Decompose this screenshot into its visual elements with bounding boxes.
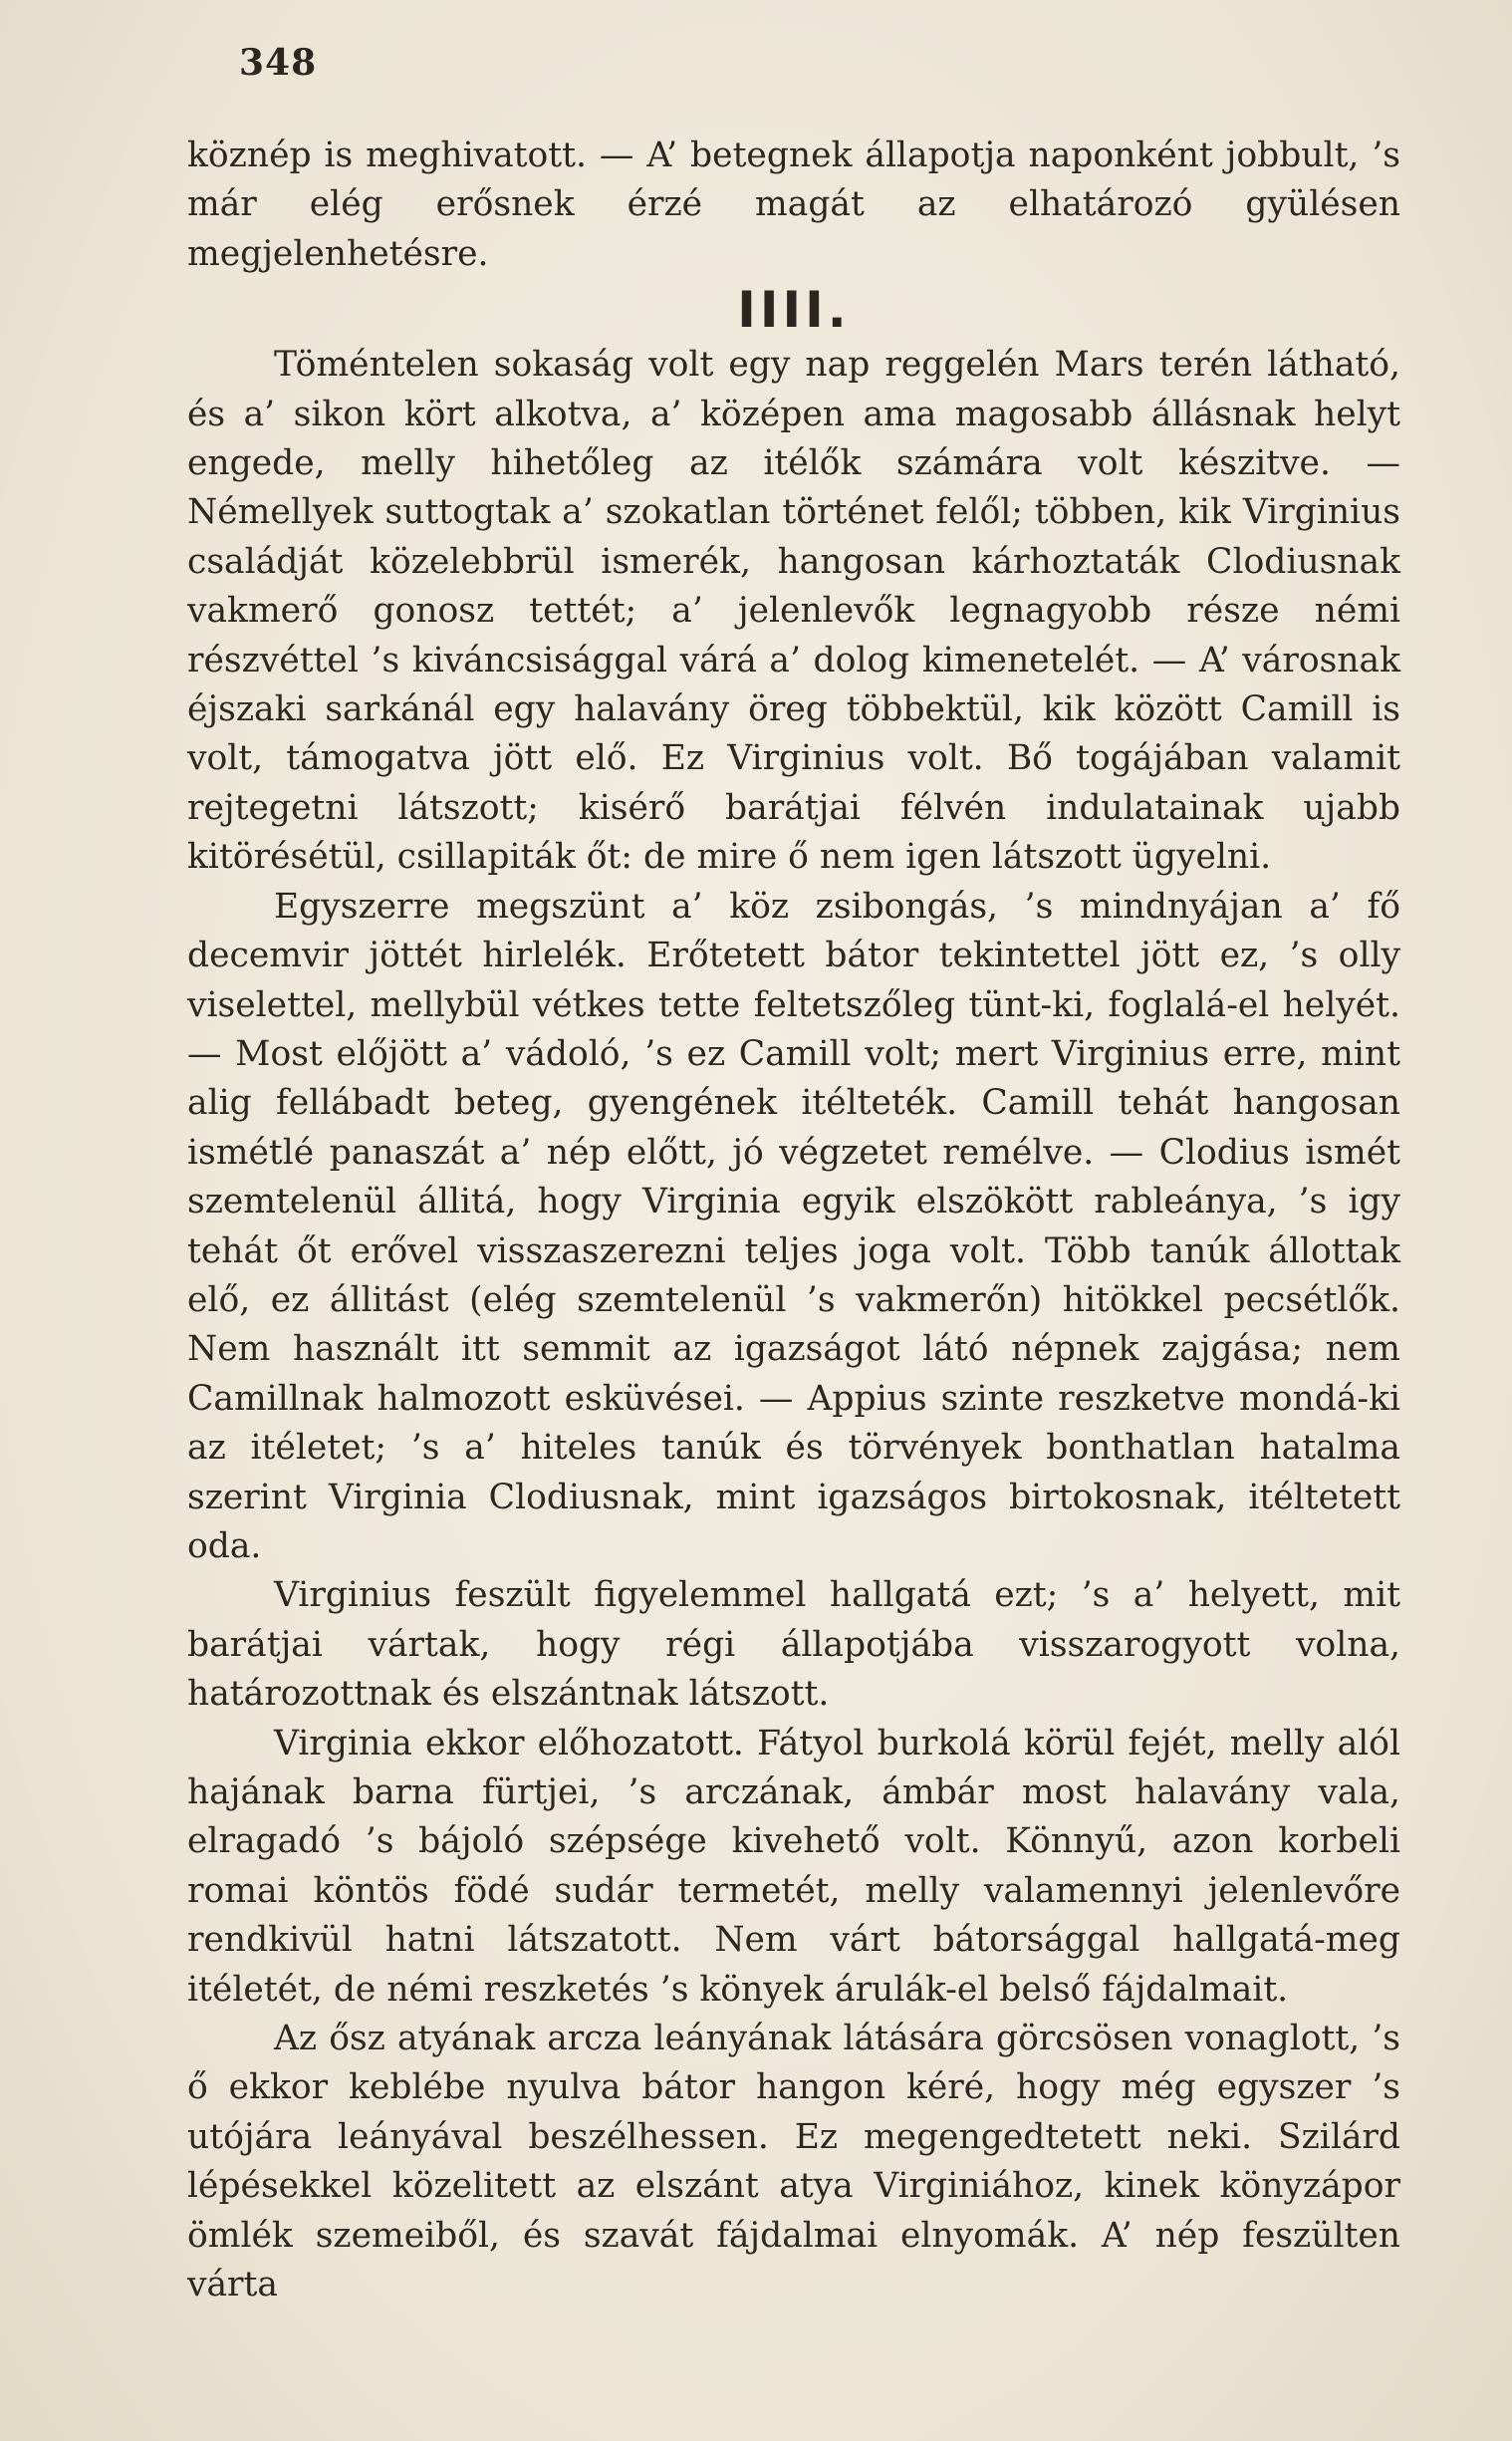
page-number: 348 bbox=[239, 42, 318, 84]
paragraph: Töméntelen sokaság volt egy nap reggelén Mars terén látható, és a’ sikon kört alkotva, a’ középen ama magosabb állásnak helyt engede, melly hihetőleg az itélők számára volt készitve. — Némellyek suttogtak a’ szokatlan történet felől; többen, kik Virginius családját közelebbrül ismerék, hangosan kárhoztaták Clodiusnak vakmerő gonosz tettét; a’ jelenlevők legnagyobb része némi részvéttel ’s kiváncsisággal várá a’ dolog kimenetelét. — A’ városnak éjszaki sarkánál egy halavány öreg többektül, kik között Camill is volt, támogatva jött elő. Ez Virginius volt. Bő togájában valamit rejtegetni látszott; kisérő barátjai félvén indulatainak ujabb kitörésétül, csillapiták őt: de mire ő nem igen látszott ügyelni. bbox=[187, 345, 1400, 878]
section-heading: IIII. bbox=[737, 281, 851, 340]
intro-paragraph: köznép is meghivatott. — A’ betegnek állapotja naponként jobbult, ’s már elég erősnek érzé magát az elhatározó gyülésen megjelenhetésre. bbox=[187, 136, 1400, 274]
paragraph: Egyszerre megszünt a’ köz zsibongás, ’s mindnyájan a’ fő decemvir jöttét hirlelék. Erőtetett bátor tekintettel jött ez, ’s olly viselettel, mellybül vétkes tette feltetszőleg tünt-ki, foglalá-el helyét. — Most előjött a’ vádoló, ’s ez Camill volt; mert Virginius erre, mint alig fellábadt beteg, gyengének itélteték. Camill tehát hangosan ismétlé panaszát a’ nép előtt, jó végzetet remélve. — Clodius ismét szemtelenül állitá, hogy Virginia egyik elszökött rableánya, ’s igy tehát őt erővel visszaszerezni teljes joga volt. Több tanúk állottak elő, ez állitást (elég szemtelenül ’s vakmerőn) hitökkel pecsétlők. Nem használt itt semmit az igazságot látó népnek zajgása; nem Camillnak halmozott esküvései. — Appius szinte reszketve mondá-ki az itéletet; ’s a’ hiteles tanúk és törvények bonthatlan hatalma szerint Virginia Clodiusnak, mint igazságos birtokosnak, itéltetett oda. bbox=[187, 886, 1400, 1566]
paragraph: Az ősz atyának arcza leányának látására görcsösen vonaglott, ’s ő ekkor keblébe nyulva bátor hangon kéré, hogy még egyszer ’s utójára leányával beszélhessen. Ez megengedtetett neki. Szilárd lépésekkel közelitett az elszánt atya Virginiához, kinek könyzápor ömlék szemeiből, és szavát fájdalmai elnyomák. A’ nép feszülten várta bbox=[187, 2019, 1400, 2305]
paragraph: Virginia ekkor előhozatott. Fátyol burkolá körül fejét, melly alól hajának barna fürtjei, ’s arczának, ámbár most halavány vala, elragadó ’s bájoló szépsége kivehető volt. Könnyű, azon korbeli romai köntös födé sudár termetét, melly valamennyi jelenlevőre rendkivül hatni látszatott. Nem várt bátorsággal hallgatá-meg itéletét, de némi reszketés ’s könyek árulák-el belső fájdalmait. bbox=[187, 1723, 1400, 2010]
paragraph: Virginius feszült figyelemmel hallgatá ezt; ’s a’ helyett, mit barátjai vártak, hogy régi állapotjába visszarogyott volna, határozottnak és elszántnak látszott. bbox=[187, 1575, 1400, 1715]
page-text bbox=[187, 132, 1400, 2309]
